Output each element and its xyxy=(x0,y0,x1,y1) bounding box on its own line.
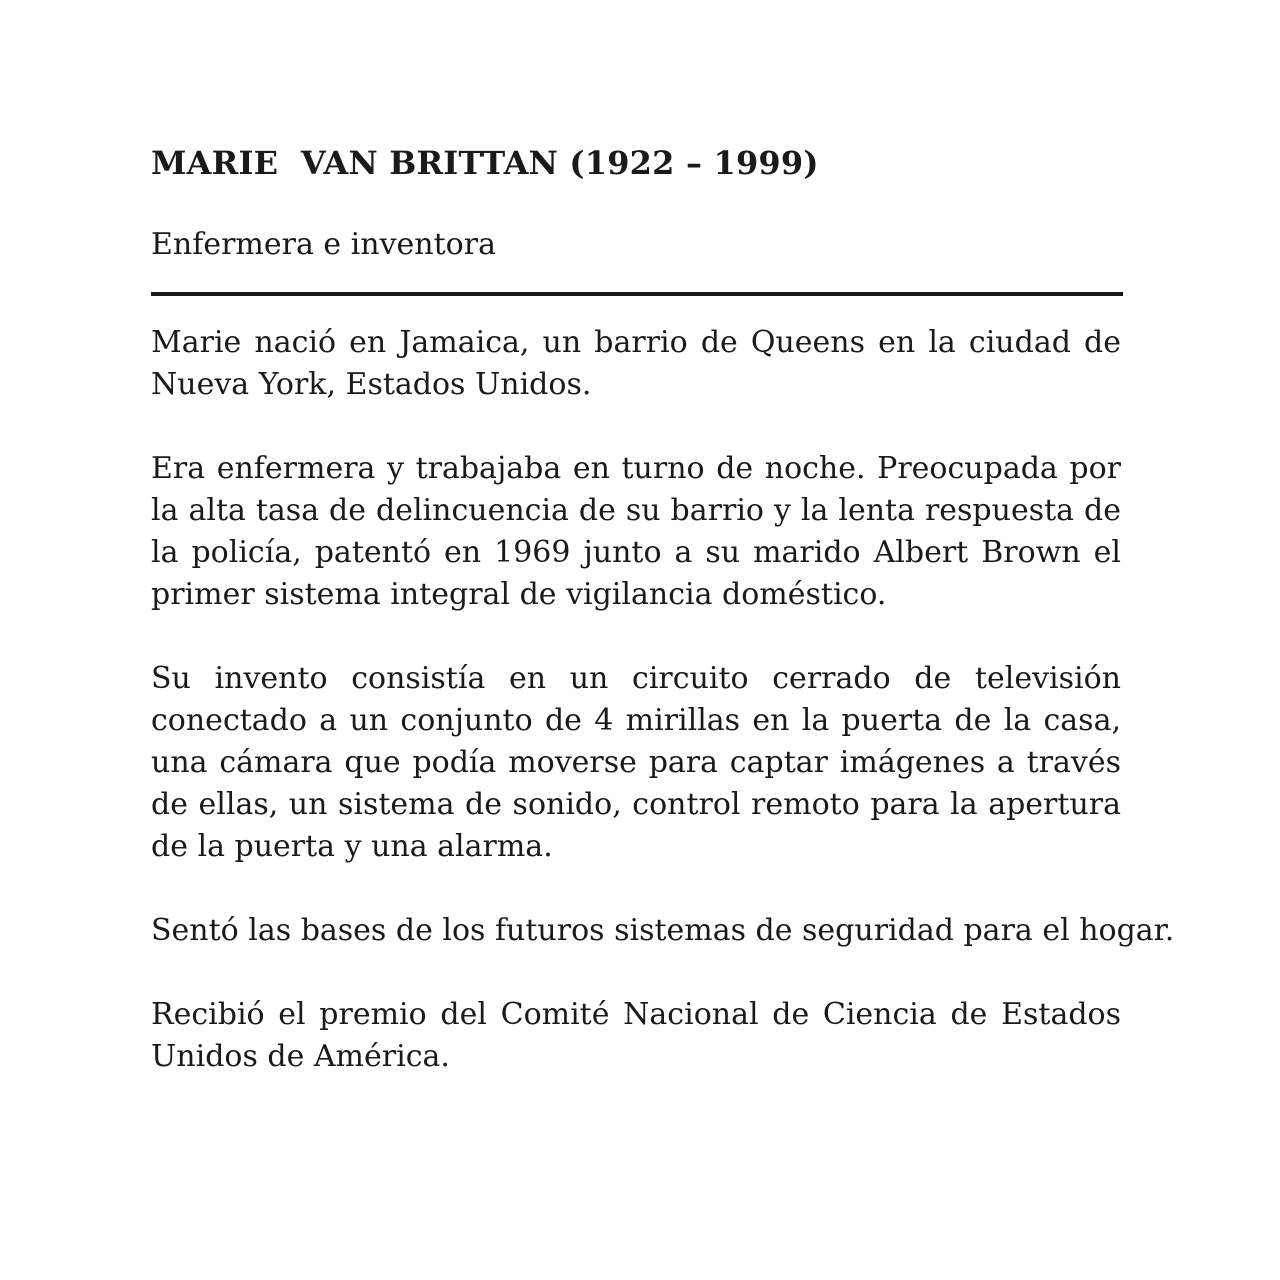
document-body xyxy=(151,322,1175,1078)
document-content xyxy=(151,140,1175,1120)
paragraph-patent: Era enfermera y trabajaba en turno de noche. Preocupada por la alta tasa de delincuencia de su barrio y la lenta respuesta de la policía, patentó en 1969 junto a su marido Albert Brown el primer sistema integral de vigilancia doméstico. xyxy=(151,451,1121,612)
paragraph-legacy: Sentó las bases de los futuros sistemas de seguridad para el hogar. xyxy=(151,913,1175,948)
title-divider xyxy=(151,292,1123,296)
paragraph-award: Recibió el premio del Comité Nacional de Ciencia de Estados Unidos de América. xyxy=(151,997,1121,1074)
paragraph-invention: Su invento consistía en un circuito cerrado de televisión conectado a un conjunto de 4 mirillas en la puerta de la casa, una cámara que podía moverse para captar imágenes a través de ellas, un sistema de sonido, control remoto para la apertura de la puerta y una alarma. xyxy=(151,661,1121,864)
document-title: MARIE VAN BRITTAN (1922 – 1999) xyxy=(151,144,819,182)
document-subtitle: Enfermera e inventora xyxy=(151,227,496,262)
paragraph-birthplace: Marie nació en Jamaica, un barrio de Queens en la ciudad de Nueva York, Estados Unidos. xyxy=(151,325,1121,402)
